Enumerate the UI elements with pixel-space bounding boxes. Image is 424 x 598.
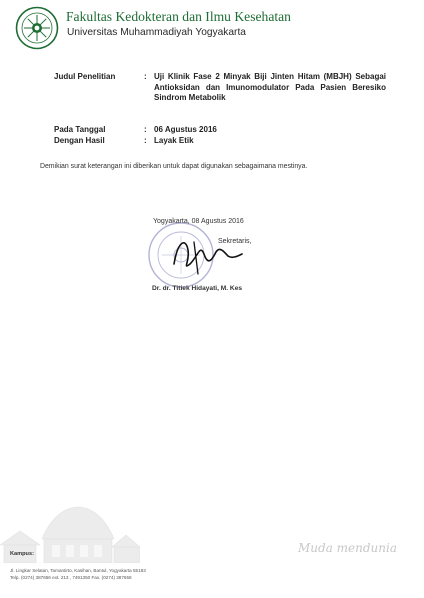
sign-role: Sekretaris, [218, 238, 252, 245]
result-colon: : [144, 136, 147, 145]
date-colon: : [144, 125, 147, 134]
result-label: Dengan Hasil [54, 136, 105, 145]
date-value: 06 Agustus 2016 [154, 125, 217, 134]
result-value: Layak Etik [154, 136, 194, 145]
sign-place-date: Yogyakarta, 08 Agustus 2016 [153, 218, 244, 225]
campus-phone: Telp. (0274) 387656 ext. 213 , 7491350 Fax. (0274) 387658 [10, 575, 132, 580]
tagline: Muda mendunia [298, 541, 398, 555]
research-title: Uji Klinik Fase 2 Minyak Biji Jinten Hitam (MBJH) Sebagai Antioksidan dan Imunomodulator Pada Pasien Beresiko Sindrom Metabolik [154, 72, 386, 103]
university-name: Universitas Muhammadiyah Yogyakarta [67, 27, 246, 38]
campus-address: Jl. Lingkar Selatan, Tamantirto, Kasihan, Bantul, Yogyakarta 55183 [10, 568, 146, 573]
signature-mark [168, 234, 246, 276]
campus-label: Kampus: [10, 551, 34, 557]
faculty-name: Fakultas Kedokteran dan Ilmu Kesehatan [66, 9, 291, 24]
title-colon: : [144, 72, 147, 81]
signer-name: Dr. dr. Titiek Hidayati, M. Kes [152, 285, 243, 292]
date-label: Pada Tanggal [54, 125, 106, 134]
umy-logo-icon [15, 6, 59, 50]
title-label: Judul Penelitian [54, 72, 116, 81]
statement-text: Demikian surat keterangan ini diberikan untuk dapat digunakan sebagaimana mestinya. [40, 163, 308, 170]
